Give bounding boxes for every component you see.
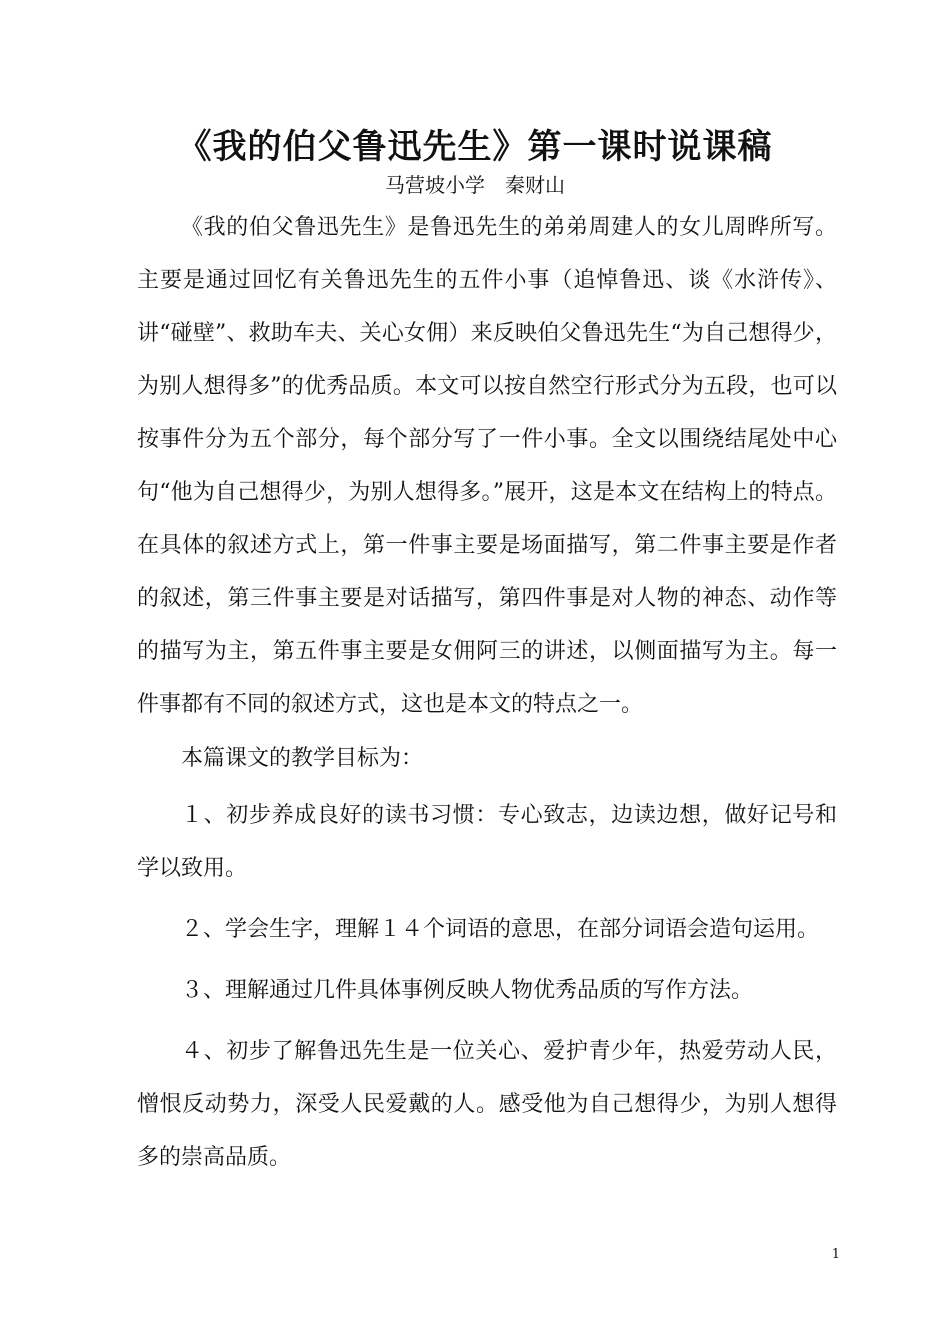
goal-item-2: ２、学会生字，理解１４个词语的意思，在部分词语会造句运用。 [181, 917, 820, 942]
goal-item-3: ３、理解通过几件具体事例反映人物优秀品质的写作方法。 [181, 978, 754, 1003]
document-body [137, 201, 837, 1192]
intro-paragraph: 《我的伯父鲁迅先生》是鲁迅先生的弟弟周建人的女儿周晔所写。主要是通过回忆有关鲁迅先生的五件小事（追悼鲁迅、谈《水浒传》、讲“碰壁”、救助车夫、关心女佣）来反映伯父鲁迅先生“为自己想得少，为别人想得多”的优秀品质。本文可以按自然空行形式分为五段，也可以按事件分为五个部分，每个部分写了一件小事。全文以围绕结尾处中心句“他为自己想得少，为别人想得多。”展开，这是本文在结构上的特点。在具体的叙述方式上，第一件事主要是场面描写，第二件事主要是作者的叙述，第三件事主要是对话描写，第四件事是对人物的神态、动作等的描写为主，第五件事主要是女佣阿三的讲述，以侧面描写为主。每一件事都有不同的叙述方式，这也是本文的特点之一。 [137, 215, 837, 717]
goal-item-4: ４、初步了解鲁迅先生是一位关心、爱护青少年，热爱劳动人民，憎恨反动势力，深受人民爱戴的人。感受他为自己想得少，为别人想得多的崇高品质。 [137, 1039, 837, 1170]
author-line: 马营坡小学 秦财山 [385, 173, 565, 197]
document-title: 《我的伯父鲁迅先生》第一课时说课稿 [177, 127, 773, 167]
page-number: 1 [831, 1247, 840, 1262]
goal-item-1: １、初步养成良好的读书习惯：专心致志，边读边想，做好记号和学以致用。 [137, 803, 837, 881]
goals-heading: 本篇课文的教学目标为： [181, 746, 424, 771]
